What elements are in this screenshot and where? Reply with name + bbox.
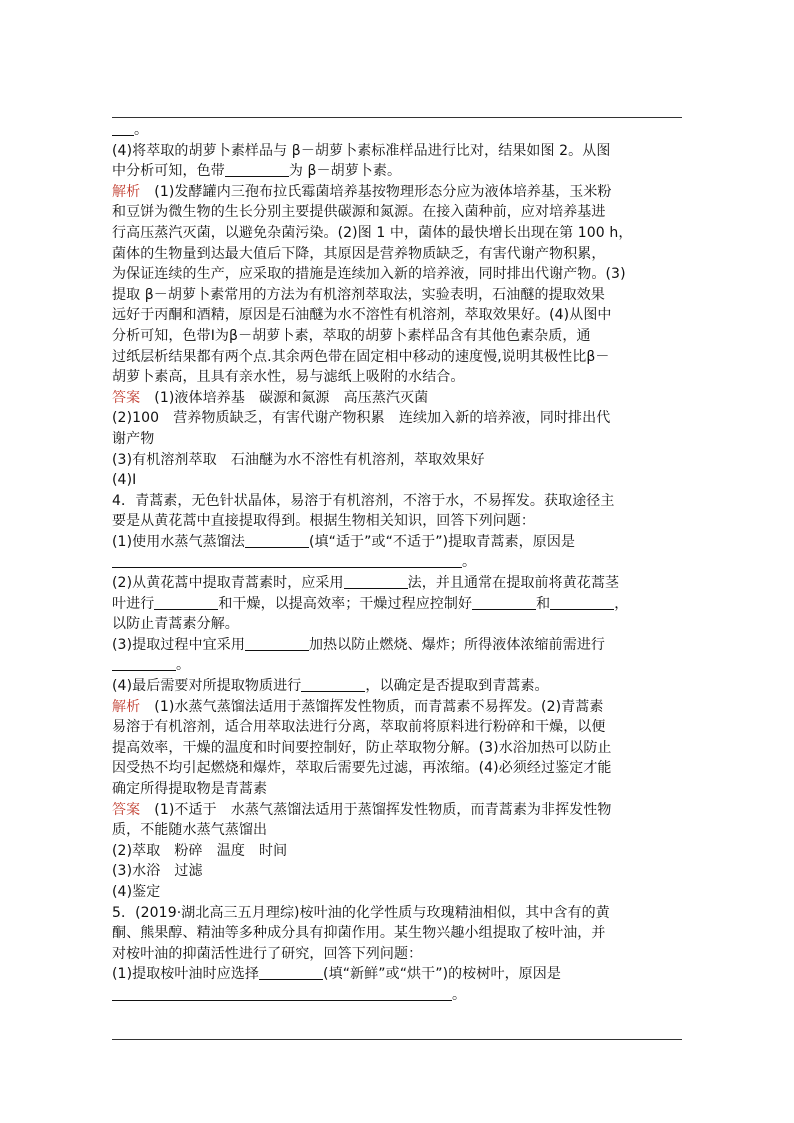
text-line: 5．(2019·湖北高三五月理综)桉叶油的化学性质与玫瑰精油相似，其中含有的黄 — [112, 904, 610, 921]
answer-blank — [550, 595, 614, 610]
text-line: 答案 (1)液体培养基 碳源和氮源 高压蒸汽灭菌 — [112, 389, 429, 406]
text-line: (4)鉴定 — [112, 883, 161, 900]
page-content — [112, 120, 684, 1006]
text-line: 以防止青蒿素分解。 — [112, 616, 239, 633]
text-line: (1)使用水蒸气蒸馏法 (填“适于”或“不适于”)提取青蒿素，原因是 — [112, 533, 576, 550]
text-line: (4)最后需要对所提取物质进行 ，以确定是否提取到青蒿素。 — [112, 678, 549, 695]
text-line: 胡萝卜素高，且具有亲水性，易与滤纸上吸附的水结合。 — [112, 369, 465, 386]
text-line: (3)水浴 过滤 — [112, 863, 203, 880]
text-line: 因受热不均引起燃烧和爆炸，萃取后需要先过滤，再浓缩。(4)必须经过鉴定才能 — [112, 760, 612, 777]
text-line: (2)100 营养物质缺乏，有害代谢产物积累 连续加入新的培养液，同时排出代 — [112, 410, 611, 427]
text-line: 中分析可知，色带 为 β－胡萝卜素。 — [112, 163, 402, 180]
text-line: 菌体的生物量到达最大值后下降，其原因是营养物质缺乏，有害代谢产物积累， — [112, 245, 606, 262]
answer-blank — [112, 656, 176, 671]
answer-blank — [154, 595, 218, 610]
text-line: 。 — [112, 655, 684, 676]
text-line: (2)萃取 粉碎 温度 时间 — [112, 842, 288, 859]
text-line: 谢产物 — [112, 430, 155, 447]
text-line: (4)Ⅰ — [112, 472, 137, 489]
answer-label: 答案 — [112, 801, 141, 818]
text-line: 。 — [112, 552, 684, 573]
answer-blank — [112, 121, 134, 136]
text-line: 要是从黄花蒿中直接提取得到。根据生物相关知识，回答下列问题： — [112, 513, 535, 530]
text-line: (2)从黄花蒿中提取青蒿素时，应采用 法，并且通常在提取前将黄花蒿茎 — [112, 575, 620, 592]
text-line: 和豆饼为微生物的生长分别主要提供碳源和氮源。在接入菌种前，应对培养基进 — [112, 204, 606, 221]
text-line: (3)提取过程中宜采用 加热以防止燃烧、爆炸；所得液体浓缩前需进行 — [112, 636, 606, 653]
answer-blank — [112, 553, 462, 568]
analysis-label: 解析 — [112, 183, 141, 200]
answer-blank — [344, 574, 408, 589]
text-line: 答案 (1)不适于 水蒸气蒸馏法适用于蒸馏挥发性物质，而青蒿素为非挥发性物 — [112, 801, 612, 818]
answer-label: 答案 — [112, 389, 141, 406]
footer-rule — [112, 1039, 682, 1040]
text-line: 4．青蒿素，无色针状晶体，易溶于有机溶剂，不溶于水，不易挥发。获取途径主 — [112, 492, 615, 509]
answer-blank — [259, 965, 323, 980]
answer-blank — [472, 595, 536, 610]
answer-blank — [301, 677, 365, 692]
text-line: 提高效率，干燥的温度和时间要控制好，防止萃取物分解。(3)水浴加热可以防止 — [112, 739, 612, 756]
analysis-label: 解析 — [112, 698, 141, 715]
text-line: 对桉叶油的抑菌活性进行了研究，回答下列问题： — [112, 945, 423, 962]
text-line: (4)将萃取的胡萝卜素样品与 β－胡萝卜素标准样品进行比对，结果如图 2。从图 — [112, 142, 611, 159]
text-line: (1)提取桉叶油时应选择 (填“新鲜”或“烘干”)的桉树叶，原因是 — [112, 966, 561, 983]
header-rule — [112, 117, 682, 118]
answer-blank — [225, 162, 289, 177]
text-line: 过纸层析结果都有两个点.其余两色带在固定相中移动的速度慢,说明其极性比β－ — [112, 348, 610, 365]
text-line: 叶进行 和干燥，以提高效率；干燥过程应控制好 和 ， — [112, 595, 629, 612]
text-line: 行高压蒸汽灭菌，以避免杂菌污染。(2)图 1 中，菌体的最快增长出现在第 100 h， — [112, 224, 633, 241]
text-line: 酮、熊果醇、精油等多种成分具有抑菌作用。某生物兴趣小组提取了桉叶油，并 — [112, 925, 606, 942]
answer-blank — [245, 533, 309, 548]
text-line: 质，不能随水蒸气蒸馏出 — [112, 822, 268, 839]
text-line: 易溶于有机溶剂，适合用萃取法进行分离，萃取前将原料进行粉碎和干燥，以便 — [112, 719, 606, 736]
answer-blank — [112, 986, 452, 1001]
text-line: 解析 (1)水蒸气蒸馏法适用于蒸馏挥发性物质，而青蒿素不易挥发。(2)青蒿素 — [112, 698, 604, 715]
text-line: 分析可知，色带Ⅰ为β－胡萝卜素，萃取的胡萝卜素样品含有其他色素杂质，通 — [112, 327, 591, 344]
text-line: 。 — [112, 985, 684, 1006]
text-line: 解析 (1)发酵罐内三孢布拉氏霉菌培养基按物理形态分应为液体培养基，玉米粉 — [112, 183, 612, 200]
answer-blank — [245, 636, 309, 651]
text-line: 确定所得提取物是青蒿素 — [112, 781, 268, 797]
text-line: 远好于丙酮和酒精，原因是石油醚为水不溶性有机溶剂，萃取效果好。(4)从图中 — [112, 307, 612, 324]
text-line: 。 — [112, 120, 684, 141]
text-line: (3)有机溶剂萃取 石油醚为水不溶性有机溶剂，萃取效果好 — [112, 451, 485, 468]
text-line: 提取 β－胡萝卜素常用的方法为有机溶剂萃取法，实验表明，石油醚的提取效果 — [112, 286, 605, 303]
text-line: 为保证连续的生产，应采取的措施是连续加入新的培养液，同时排出代谢产物。(3) — [112, 266, 626, 283]
